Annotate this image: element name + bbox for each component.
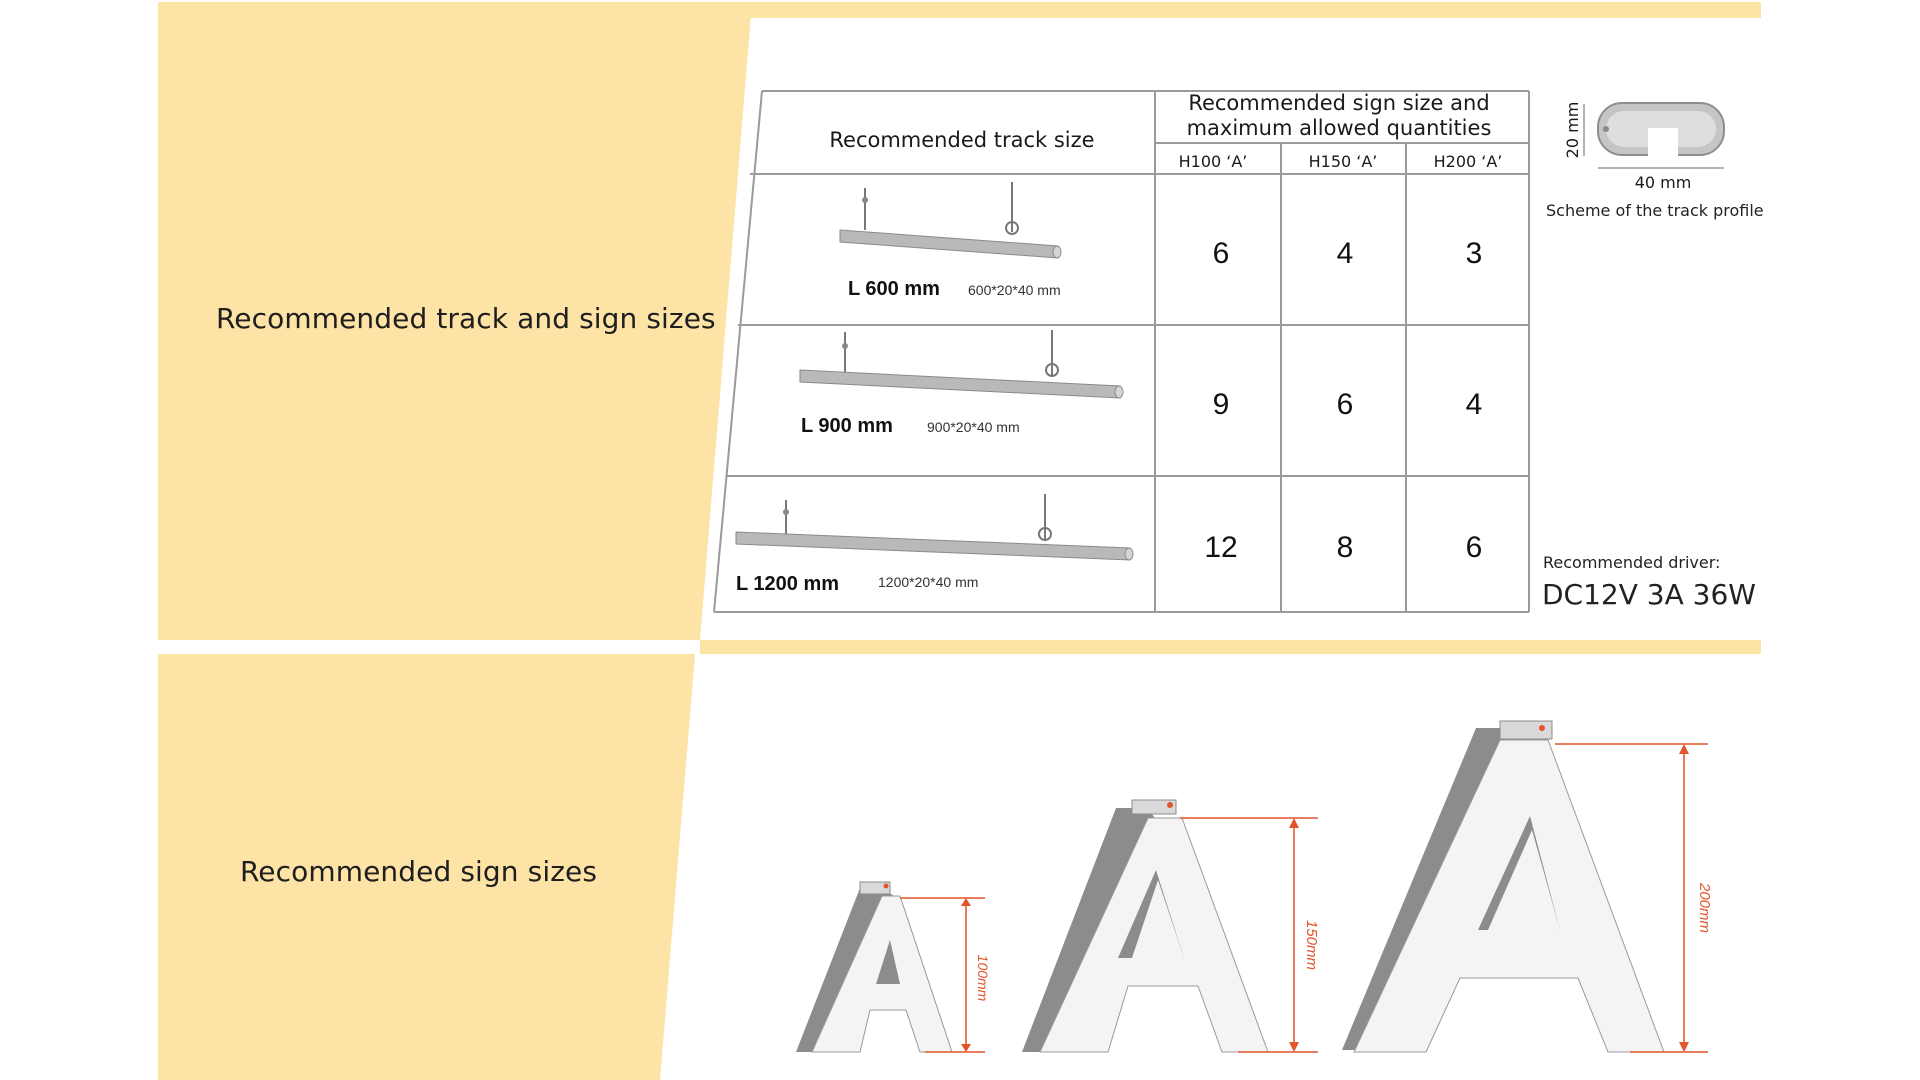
driver-label: Recommended driver:	[1543, 553, 1721, 572]
column-header-h100: H100 ‘A’	[1178, 152, 1248, 171]
profile-caption: Scheme of the track profile	[1546, 201, 1764, 220]
track-length-1200: L 1200 mm	[736, 573, 840, 595]
height-label-100: 100mm	[975, 954, 991, 1002]
letter-a-150	[1022, 800, 1268, 1052]
letter-a-200	[1342, 721, 1664, 1052]
track-section-title: Recommended track and sign sizes	[216, 302, 716, 335]
signs-section-title: Recommended sign sizes	[240, 855, 598, 888]
driver-value: DC12V 3A 36W	[1542, 578, 1756, 611]
column-header-h150: H150 ‘A’	[1308, 152, 1378, 171]
qty-1200-h100: 12	[1204, 531, 1238, 564]
track-dims-900: 900*20*40 mm	[927, 419, 1020, 435]
qty-1200-h200: 6	[1465, 531, 1483, 564]
qty-600-h200: 3	[1465, 237, 1483, 270]
track-length-900: L 900 mm	[801, 415, 893, 437]
letter-a-100	[0, 0, 952, 1052]
qty-600-h150: 4	[1336, 237, 1354, 270]
profile-width-label: 40 mm	[1634, 173, 1692, 192]
qty-1200-h150: 8	[1336, 531, 1354, 564]
track-size-header: Recommended track size	[829, 128, 1095, 152]
sign-size-header-line1: Recommended sign size and	[1188, 91, 1490, 115]
track-dims-1200: 1200*20*40 mm	[878, 574, 979, 590]
qty-900-h100: 9	[1212, 388, 1230, 421]
column-header-h200: H200 ‘A’	[1433, 152, 1503, 171]
height-label-150: 150mm	[1303, 919, 1320, 971]
sign-size-header-line2: maximum allowed quantities	[1186, 116, 1492, 140]
profile-height-label: 20 mm	[1563, 101, 1582, 159]
track-length-600: L 600 mm	[848, 278, 940, 300]
qty-900-h150: 6	[1336, 388, 1354, 421]
qty-600-h100: 6	[1212, 237, 1230, 270]
height-label-200: 200mm	[1696, 882, 1713, 934]
qty-900-h200: 4	[1465, 388, 1483, 421]
track-dims-600: 600*20*40 mm	[968, 282, 1061, 298]
